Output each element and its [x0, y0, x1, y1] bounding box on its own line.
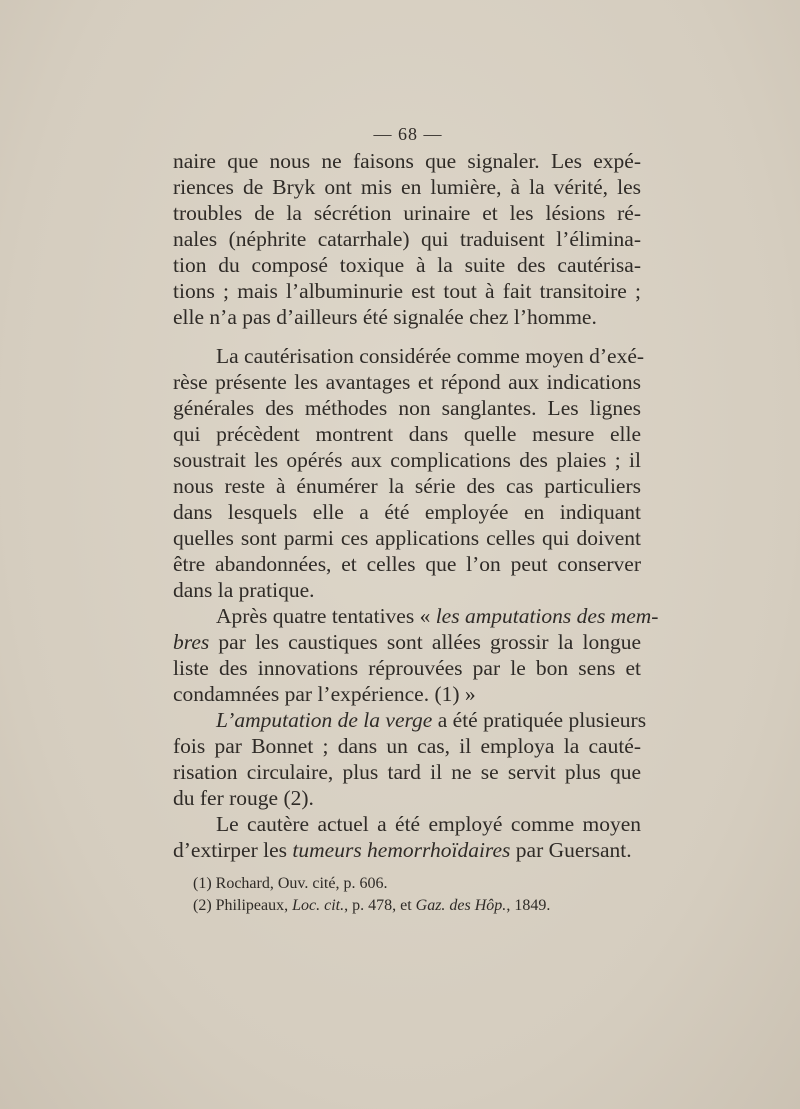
paragraph-5-line: Le cautère actuel a été employé comme moyen — [216, 812, 641, 836]
italic-text: L’amputation de la verge — [216, 708, 433, 732]
paragraph-1-line: nales (néphrite catarrhale) qui traduisent l’élimina- — [173, 227, 641, 251]
paragraph-2-line: être abandonnées, et celles que l’on peut conserver — [173, 552, 641, 576]
footnote-2 — [193, 896, 550, 916]
paragraph-3-line — [173, 629, 641, 655]
paragraph-2-line: quelles sont parmi ces applications celles qui doivent — [173, 526, 641, 550]
paragraph-2-line: La cautérisation considérée comme moyen d’exé- — [216, 344, 645, 368]
paragraph-4-line: risation circulaire, plus tard il ne se servit plus que — [173, 760, 641, 784]
paragraph-1-line: riences de Bryk ont mis en lumière, à la vérité, les — [173, 175, 641, 199]
italic-text: tumeurs hemorrhoïdaires — [292, 838, 511, 862]
paragraph-3-line — [216, 603, 659, 629]
paragraph-4-line: du fer rouge (2). — [173, 786, 314, 810]
text-span: Après quatre tentatives « — [216, 604, 436, 628]
paragraph-2-line: rèse présente les avantages et répond aux indications — [173, 370, 641, 394]
page-number: — 68 — — [373, 124, 443, 144]
italic-text: bres — [173, 630, 210, 654]
paragraph-1-line: elle n’a pas d’ailleurs été signalée chez l’homme. — [173, 305, 597, 329]
paragraph-2-line: nous reste à énumérer la série des cas particuliers — [173, 474, 641, 498]
paragraph-5-line — [173, 837, 641, 863]
paragraph-1-line: tion du composé toxique à la suite des cautérisa- — [173, 253, 641, 277]
paragraph-4-line: fois par Bonnet ; dans un cas, il employa la cauté- — [173, 734, 641, 758]
footnote-1: (1) Rochard, Ouv. cité, p. 606. — [193, 875, 388, 892]
paragraph-2-line: dans la pratique. — [173, 578, 315, 602]
text-span: par Guersant. — [510, 838, 632, 862]
paragraph-2-line: soustrait les opérés aux complications des plaies ; il — [173, 448, 641, 472]
text-span: , p. 478, et — [344, 897, 416, 914]
paragraph-1-line: tions ; mais l’albuminurie est tout à fait transitoire ; — [173, 279, 641, 303]
paragraph-1-line: troubles de la sécrétion urinaire et les lésions ré- — [173, 201, 641, 225]
paragraph-2-line: qui précèdent montrent dans quelle mesure elle — [173, 422, 641, 446]
italic-text: les amputations des mem- — [435, 604, 659, 628]
italic-text: Gaz. des Hôp. — [415, 897, 507, 914]
paragraph-2-line: générales des méthodes non sanglantes. Les lignes — [173, 396, 641, 420]
text-span: , 1849. — [506, 897, 551, 914]
text-span: par les caustiques sont allées grossir la longue — [209, 630, 641, 654]
italic-text: Loc. cit. — [292, 897, 345, 914]
paragraph-3-line: liste des innovations réprouvées par le bon sens et — [173, 656, 641, 680]
paragraph-3-line: condamnées par l’expérience. (1) » — [173, 682, 476, 706]
paragraph-2-line: dans lesquels elle a été employée en indiquant — [173, 500, 641, 524]
paragraph-4-line — [216, 707, 647, 733]
text-span: d’extirper les — [173, 838, 293, 862]
paragraph-1-line: naire que nous ne faisons que signaler. Les expé- — [173, 149, 641, 173]
text-span: a été pratiquée plusieurs — [432, 708, 647, 732]
text-span: (2) Philipeaux, — [193, 897, 293, 914]
